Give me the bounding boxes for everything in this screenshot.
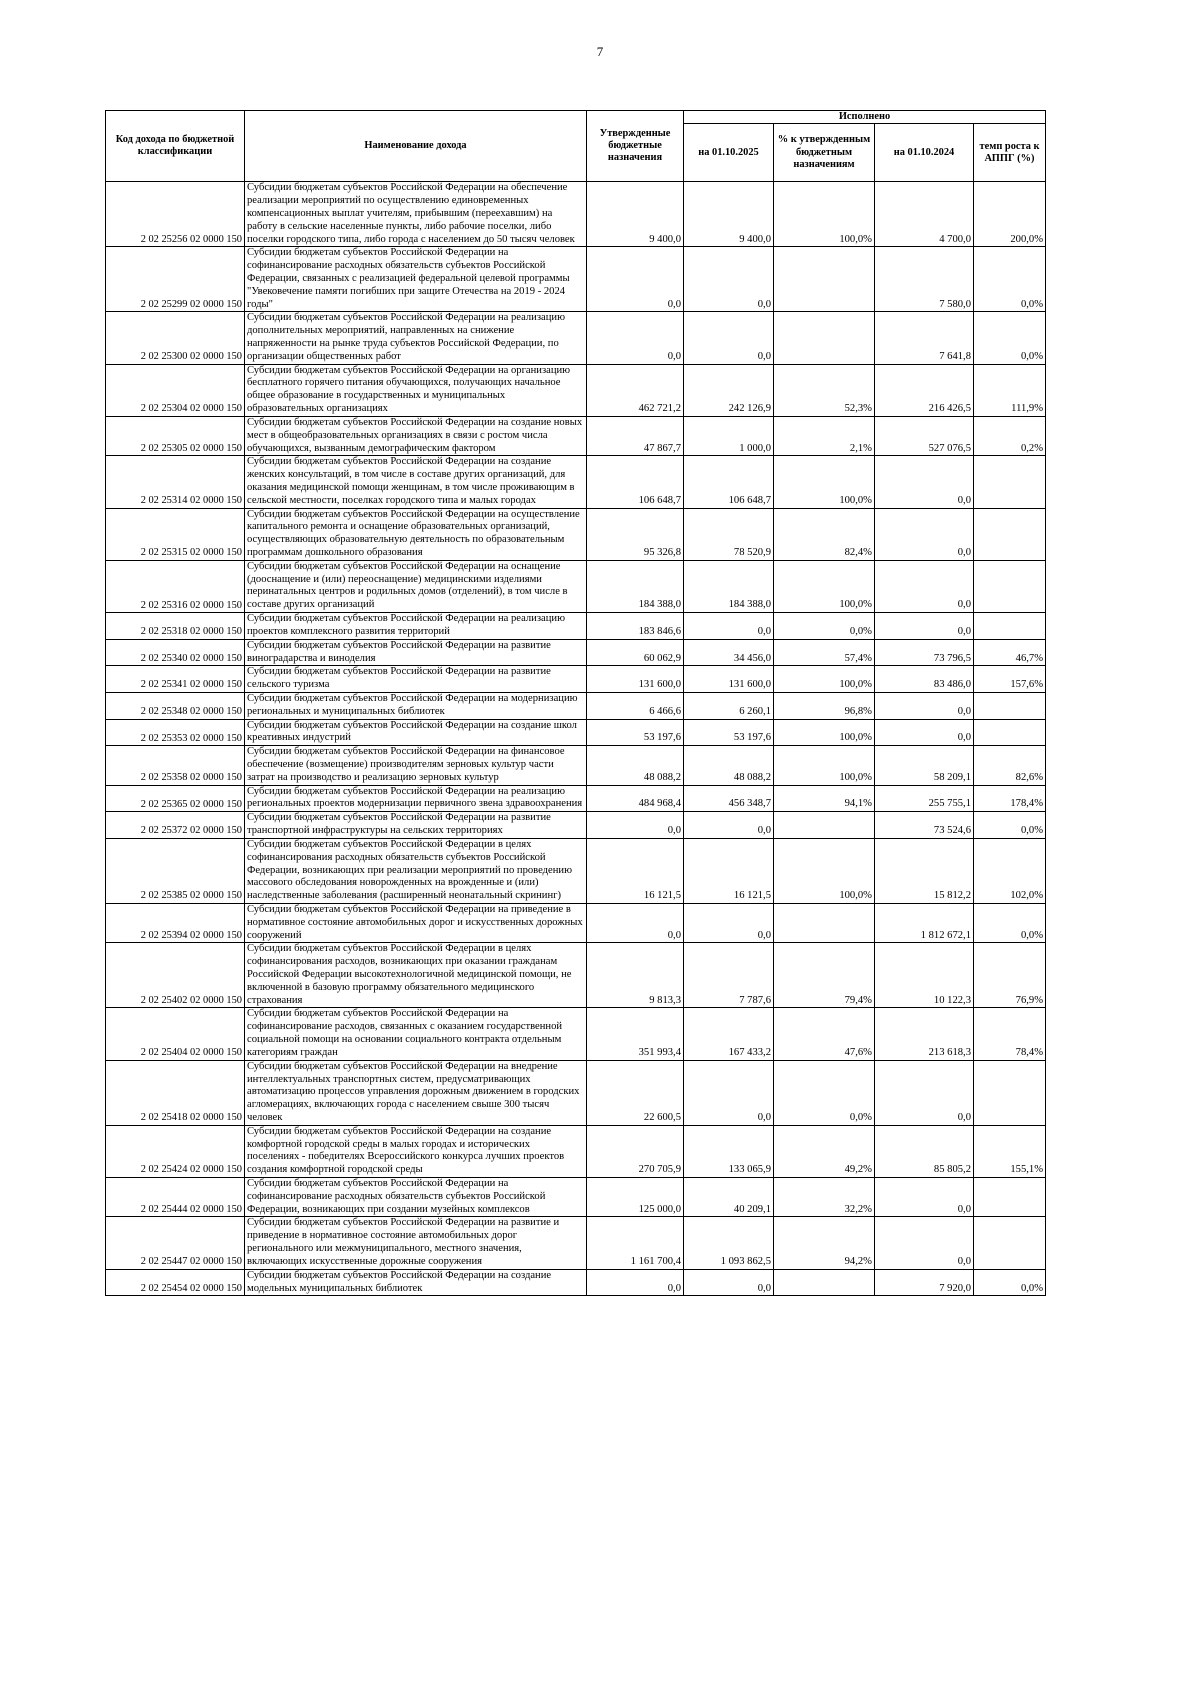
cell-executed: 0,0	[684, 312, 774, 364]
cell-name: Субсидии бюджетам субъектов Российской Федерации на осуществление капитального ремонта и оснащение образовательных организаций, осуществляющих образовательную деятельность по образовательным программам дошкольного образования	[245, 508, 587, 560]
cell-prev: 527 076,5	[875, 416, 974, 455]
page-number: 7	[596, 44, 604, 59]
cell-percent: 52,3%	[774, 364, 875, 416]
cell-code: 2 02 25341 02 0000 150	[106, 666, 245, 693]
cell-growth: 0,0%	[974, 903, 1046, 942]
cell-prev: 0,0	[875, 560, 974, 612]
cell-percent	[774, 247, 875, 312]
cell-plan: 1 161 700,4	[587, 1217, 684, 1269]
cell-executed: 106 648,7	[684, 456, 774, 508]
cell-growth: 0,0%	[974, 812, 1046, 839]
cell-growth	[974, 719, 1046, 746]
cell-percent: 100,0%	[774, 666, 875, 693]
cell-code: 2 02 25394 02 0000 150	[106, 903, 245, 942]
cell-prev: 0,0	[875, 1060, 974, 1125]
cell-code: 2 02 25444 02 0000 150	[106, 1178, 245, 1217]
table-row	[106, 719, 1046, 746]
cell-plan: 270 705,9	[587, 1125, 684, 1177]
cell-growth	[974, 1178, 1046, 1217]
cell-code: 2 02 25424 02 0000 150	[106, 1125, 245, 1177]
cell-prev: 213 618,3	[875, 1008, 974, 1060]
cell-executed: 6 260,1	[684, 692, 774, 719]
cell-plan: 131 600,0	[587, 666, 684, 693]
cell-name: Субсидии бюджетам субъектов Российской Федерации на развитие и приведение в нормативное состояние автомобильных дорог регионального или межмуниципального, местного значения, включающих искусственные дорожные сооружения	[245, 1217, 587, 1269]
cell-percent: 100,0%	[774, 719, 875, 746]
cell-name: Субсидии бюджетам субъектов Российской Федерации на создание модельных муниципальных библиотек	[245, 1269, 587, 1296]
table-row	[106, 416, 1046, 455]
cell-prev: 0,0	[875, 456, 974, 508]
cell-prev: 1 812 672,1	[875, 903, 974, 942]
cell-percent: 100,0%	[774, 456, 875, 508]
cell-plan: 0,0	[587, 312, 684, 364]
table-header	[106, 111, 1046, 182]
cell-growth: 0,0%	[974, 247, 1046, 312]
cell-executed: 167 433,2	[684, 1008, 774, 1060]
table-row	[106, 1008, 1046, 1060]
cell-plan: 9 813,3	[587, 943, 684, 1008]
cell-name: Субсидии бюджетам субъектов Российской Федерации на модернизацию региональных и муниципальных библиотек	[245, 692, 587, 719]
cell-code: 2 02 25256 02 0000 150	[106, 182, 245, 247]
cell-growth: 111,9%	[974, 364, 1046, 416]
cell-name: Субсидии бюджетам субъектов Российской Федерации на развитие сельского туризма	[245, 666, 587, 693]
cell-name: Субсидии бюджетам субъектов Российской Федерации на реализацию проектов комплексного развития территорий	[245, 613, 587, 640]
cell-percent: 100,0%	[774, 182, 875, 247]
cell-name: Субсидии бюджетам субъектов Российской Федерации на развитие транспортной инфраструктуры на сельских территориях	[245, 812, 587, 839]
table-row	[106, 692, 1046, 719]
cell-growth: 178,4%	[974, 785, 1046, 812]
header-executed-group: Исполнено	[684, 111, 1046, 124]
table-row	[106, 838, 1046, 903]
cell-growth: 200,0%	[974, 182, 1046, 247]
table-body	[106, 182, 1046, 1296]
cell-percent: 0,0%	[774, 1060, 875, 1125]
table-row	[106, 1060, 1046, 1125]
table-row	[106, 746, 1046, 785]
table-row	[106, 247, 1046, 312]
cell-growth	[974, 560, 1046, 612]
cell-name: Субсидии бюджетам субъектов Российской Федерации в целях софинансирования расходных обязательств субъектов Российской Федерации, возникающих при реализации мероприятий по проведению массового обследования новорожденных на врожденные и (или) наследственные заболевания (расширенный неонатальный скрининг)	[245, 838, 587, 903]
cell-code: 2 02 25402 02 0000 150	[106, 943, 245, 1008]
cell-growth: 102,0%	[974, 838, 1046, 903]
cell-name: Субсидии бюджетам субъектов Российской Федерации на организацию бесплатного горячего питания обучающихся, получающих начальное общее образование в государственных и муниципальных образовательных организациях	[245, 364, 587, 416]
header-growth: темп роста к АППГ (%)	[974, 124, 1046, 182]
table-row	[106, 1269, 1046, 1296]
table-row	[106, 785, 1046, 812]
cell-plan: 6 466,6	[587, 692, 684, 719]
cell-code: 2 02 25304 02 0000 150	[106, 364, 245, 416]
cell-growth	[974, 456, 1046, 508]
cell-name: Субсидии бюджетам субъектов Российской Федерации на создание школ креативных индустрий	[245, 719, 587, 746]
cell-plan: 53 197,6	[587, 719, 684, 746]
cell-executed: 0,0	[684, 812, 774, 839]
table-row	[106, 613, 1046, 640]
cell-code: 2 02 25300 02 0000 150	[106, 312, 245, 364]
cell-plan: 106 648,7	[587, 456, 684, 508]
cell-percent	[774, 1269, 875, 1296]
table-row	[106, 639, 1046, 666]
cell-plan: 0,0	[587, 1269, 684, 1296]
cell-percent: 94,2%	[774, 1217, 875, 1269]
cell-growth: 78,4%	[974, 1008, 1046, 1060]
cell-plan: 351 993,4	[587, 1008, 684, 1060]
cell-plan: 0,0	[587, 812, 684, 839]
cell-name: Субсидии бюджетам субъектов Российской Федерации на финансовое обеспечение (возмещение) производителям зерновых культур части затрат на производство и реализацию зерновых культур	[245, 746, 587, 785]
cell-percent: 82,4%	[774, 508, 875, 560]
table-row	[106, 182, 1046, 247]
cell-executed: 34 456,0	[684, 639, 774, 666]
cell-plan: 95 326,8	[587, 508, 684, 560]
cell-code: 2 02 25358 02 0000 150	[106, 746, 245, 785]
cell-name: Субсидии бюджетам субъектов Российской Федерации на софинансирование расходных обязательств субъектов Российской Федерации, возникающих при создании музейных комплексов	[245, 1178, 587, 1217]
header-plan: Утвержденные бюджетные назначения	[587, 111, 684, 182]
cell-growth	[974, 1217, 1046, 1269]
cell-plan: 16 121,5	[587, 838, 684, 903]
cell-growth: 157,6%	[974, 666, 1046, 693]
cell-percent	[774, 903, 875, 942]
cell-growth: 82,6%	[974, 746, 1046, 785]
table-row	[106, 456, 1046, 508]
cell-prev: 255 755,1	[875, 785, 974, 812]
cell-plan: 22 600,5	[587, 1060, 684, 1125]
cell-executed: 456 348,7	[684, 785, 774, 812]
cell-executed: 0,0	[684, 613, 774, 640]
cell-code: 2 02 25454 02 0000 150	[106, 1269, 245, 1296]
cell-code: 2 02 25418 02 0000 150	[106, 1060, 245, 1125]
header-name: Наименование дохода	[245, 111, 587, 182]
cell-percent: 32,2%	[774, 1178, 875, 1217]
cell-name: Субсидии бюджетам субъектов Российской Федерации на развитие виноградарства и виноделия	[245, 639, 587, 666]
table-row	[106, 903, 1046, 942]
cell-name: Субсидии бюджетам субъектов Российской Федерации на обеспечение реализации мероприятий по осуществлению единовременных компенсационных выплат учителям, прибывшим (переехавшим) на работу в сельские населенные пункты, либо рабочие поселки, либо поселки городского типа, либо города с населением до 50 тысяч человек	[245, 182, 587, 247]
cell-name: Субсидии бюджетам субъектов Российской Федерации на создание комфортной городской среды в малых городах и исторических поселениях - победителях Всероссийского конкурса лучших проектов создания комфортной городской среды	[245, 1125, 587, 1177]
cell-percent: 96,8%	[774, 692, 875, 719]
cell-executed: 1 000,0	[684, 416, 774, 455]
cell-executed: 40 209,1	[684, 1178, 774, 1217]
cell-percent: 2,1%	[774, 416, 875, 455]
cell-name: Субсидии бюджетам субъектов Российской Федерации на реализацию дополнительных мероприятий, направленных на снижение напряженности на рынке труда субъектов Российской Федерации, по организации общественных работ	[245, 312, 587, 364]
cell-executed: 0,0	[684, 1060, 774, 1125]
cell-name: Субсидии бюджетам субъектов Российской Федерации на приведение в нормативное состояние автомобильных дорог и искусственных дорожных сооружений	[245, 903, 587, 942]
cell-executed: 53 197,6	[684, 719, 774, 746]
cell-prev: 15 812,2	[875, 838, 974, 903]
cell-code: 2 02 25404 02 0000 150	[106, 1008, 245, 1060]
cell-prev: 58 209,1	[875, 746, 974, 785]
table-row	[106, 812, 1046, 839]
cell-executed: 7 787,6	[684, 943, 774, 1008]
cell-executed: 184 388,0	[684, 560, 774, 612]
cell-prev: 7 920,0	[875, 1269, 974, 1296]
table-row	[106, 1217, 1046, 1269]
cell-executed: 78 520,9	[684, 508, 774, 560]
cell-percent	[774, 312, 875, 364]
header-prev-date: на 01.10.2024	[875, 124, 974, 182]
cell-prev: 83 486,0	[875, 666, 974, 693]
cell-executed: 0,0	[684, 1269, 774, 1296]
cell-prev: 0,0	[875, 719, 974, 746]
cell-code: 2 02 25340 02 0000 150	[106, 639, 245, 666]
cell-percent: 47,6%	[774, 1008, 875, 1060]
cell-name: Субсидии бюджетам субъектов Российской Федерации на внедрение интеллектуальных транспортных систем, предусматривающих автоматизацию процессов управления дорожным движением в городских агломерациях, включающих города с населением свыше 300 тысяч человек	[245, 1060, 587, 1125]
header-executed-date: на 01.10.2025	[684, 124, 774, 182]
cell-prev: 216 426,5	[875, 364, 974, 416]
cell-code: 2 02 25315 02 0000 150	[106, 508, 245, 560]
cell-prev: 7 580,0	[875, 247, 974, 312]
cell-percent: 49,2%	[774, 1125, 875, 1177]
income-table	[105, 110, 1046, 1296]
cell-code: 2 02 25353 02 0000 150	[106, 719, 245, 746]
cell-name: Субсидии бюджетам субъектов Российской Федерации в целях софинансирования расходов, возникающих при оказании гражданам Российской Федерации высокотехнологичной медицинской помощи, не включенной в базовую программу обязательного медицинского страхования	[245, 943, 587, 1008]
cell-percent	[774, 812, 875, 839]
cell-code: 2 02 25314 02 0000 150	[106, 456, 245, 508]
table-row	[106, 1178, 1046, 1217]
cell-percent: 100,0%	[774, 560, 875, 612]
cell-growth: 155,1%	[974, 1125, 1046, 1177]
table-row	[106, 312, 1046, 364]
cell-executed: 242 126,9	[684, 364, 774, 416]
cell-prev: 0,0	[875, 692, 974, 719]
cell-executed: 0,0	[684, 903, 774, 942]
cell-growth: 46,7%	[974, 639, 1046, 666]
cell-code: 2 02 25348 02 0000 150	[106, 692, 245, 719]
cell-plan: 184 388,0	[587, 560, 684, 612]
cell-name: Субсидии бюджетам субъектов Российской Федерации на реализацию региональных проектов модернизации первичного звена здравоохранения	[245, 785, 587, 812]
cell-growth	[974, 1060, 1046, 1125]
cell-prev: 73 524,6	[875, 812, 974, 839]
cell-code: 2 02 25299 02 0000 150	[106, 247, 245, 312]
table-row	[106, 666, 1046, 693]
header-code: Код дохода по бюджетной классификации	[106, 111, 245, 182]
cell-code: 2 02 25365 02 0000 150	[106, 785, 245, 812]
cell-prev: 73 796,5	[875, 639, 974, 666]
cell-plan: 0,0	[587, 247, 684, 312]
cell-prev: 0,0	[875, 508, 974, 560]
cell-prev: 0,0	[875, 1217, 974, 1269]
cell-code: 2 02 25385 02 0000 150	[106, 838, 245, 903]
cell-executed: 1 093 862,5	[684, 1217, 774, 1269]
cell-percent: 94,1%	[774, 785, 875, 812]
cell-prev: 10 122,3	[875, 943, 974, 1008]
cell-growth	[974, 692, 1046, 719]
cell-executed: 133 065,9	[684, 1125, 774, 1177]
cell-growth	[974, 508, 1046, 560]
cell-plan: 183 846,6	[587, 613, 684, 640]
cell-percent: 100,0%	[774, 746, 875, 785]
cell-plan: 462 721,2	[587, 364, 684, 416]
cell-growth	[974, 613, 1046, 640]
cell-executed: 9 400,0	[684, 182, 774, 247]
cell-name: Субсидии бюджетам субъектов Российской Федерации на оснащение (дооснащение и (или) переоснащение) медицинскими изделиями перинатальных центров и родильных домов (отделений), в том числе в составе других организаций	[245, 560, 587, 612]
table-row	[106, 1125, 1046, 1177]
cell-name: Субсидии бюджетам субъектов Российской Федерации на софинансирование расходных обязательств субъектов Российской Федерации, связанных с реализацией федеральной целевой программы "Увековечение памяти погибших при защите Отечества на 2019 - 2024 годы"	[245, 247, 587, 312]
cell-code: 2 02 25305 02 0000 150	[106, 416, 245, 455]
cell-executed: 48 088,2	[684, 746, 774, 785]
cell-executed: 16 121,5	[684, 838, 774, 903]
cell-plan: 0,0	[587, 903, 684, 942]
cell-executed: 131 600,0	[684, 666, 774, 693]
cell-growth: 76,9%	[974, 943, 1046, 1008]
table-row	[106, 508, 1046, 560]
cell-plan: 47 867,7	[587, 416, 684, 455]
cell-name: Субсидии бюджетам субъектов Российской Федерации на создание женских консультаций, в том числе в составе других организаций, для оказания медицинской помощи женщинам, в том числе проживающим в сельской местности, поселках городского типа и малых городах	[245, 456, 587, 508]
cell-percent: 0,0%	[774, 613, 875, 640]
cell-plan: 125 000,0	[587, 1178, 684, 1217]
cell-percent: 100,0%	[774, 838, 875, 903]
cell-code: 2 02 25316 02 0000 150	[106, 560, 245, 612]
cell-growth: 0,2%	[974, 416, 1046, 455]
cell-prev: 85 805,2	[875, 1125, 974, 1177]
cell-plan: 484 968,4	[587, 785, 684, 812]
cell-growth: 0,0%	[974, 1269, 1046, 1296]
cell-percent: 57,4%	[774, 639, 875, 666]
cell-code: 2 02 25372 02 0000 150	[106, 812, 245, 839]
cell-prev: 0,0	[875, 1178, 974, 1217]
table-row	[106, 364, 1046, 416]
cell-executed: 0,0	[684, 247, 774, 312]
cell-percent: 79,4%	[774, 943, 875, 1008]
header-percent: % к утвержденным бюджетным назначениям	[774, 124, 875, 182]
cell-code: 2 02 25318 02 0000 150	[106, 613, 245, 640]
table-row	[106, 560, 1046, 612]
cell-plan: 60 062,9	[587, 639, 684, 666]
cell-name: Субсидии бюджетам субъектов Российской Федерации на создание новых мест в общеобразовательных организациях в связи с ростом числа обучающихся, вызванным демографическим фактором	[245, 416, 587, 455]
cell-prev: 4 700,0	[875, 182, 974, 247]
cell-plan: 9 400,0	[587, 182, 684, 247]
cell-plan: 48 088,2	[587, 746, 684, 785]
cell-growth: 0,0%	[974, 312, 1046, 364]
cell-code: 2 02 25447 02 0000 150	[106, 1217, 245, 1269]
table-row	[106, 943, 1046, 1008]
cell-prev: 0,0	[875, 613, 974, 640]
cell-prev: 7 641,8	[875, 312, 974, 364]
cell-name: Субсидии бюджетам субъектов Российской Федерации на софинансирование расходов, связанных с оказанием государственной социальной помощи на основании социального контракта отдельным категориям граждан	[245, 1008, 587, 1060]
